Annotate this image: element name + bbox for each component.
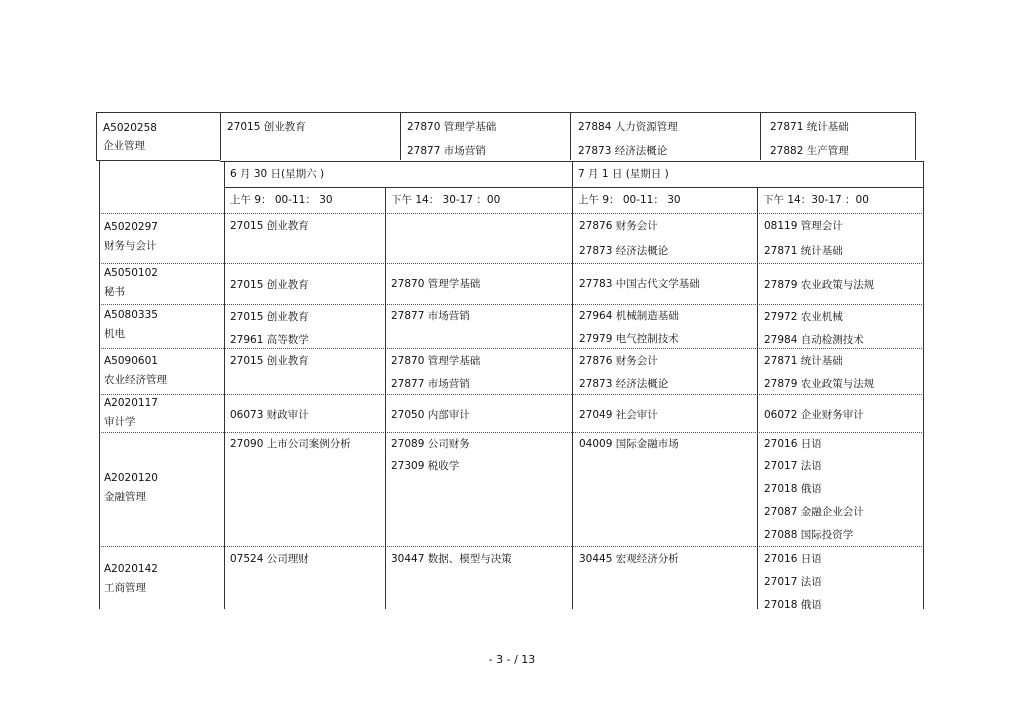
- course: 27015 创业教育: [227, 121, 306, 133]
- table-line: [99, 304, 924, 305]
- course: 04009 国际金融市场: [579, 438, 679, 450]
- table-right-border: [923, 161, 924, 609]
- course: 27087 金融企业会计: [764, 506, 864, 518]
- course: 27879 农业政策与法规: [764, 378, 875, 390]
- course: 30447 数据、模型与决策: [391, 553, 512, 565]
- table-line: [99, 394, 924, 395]
- top-left-border: [96, 112, 97, 160]
- course: 27016 日语: [764, 553, 822, 565]
- major-code: A5020258: [103, 122, 157, 134]
- table-column-line: [224, 161, 225, 609]
- course: 27876 财务会计: [579, 220, 658, 232]
- course: 27873 经济法概论: [578, 145, 668, 157]
- course: 27089 公司财务: [391, 438, 470, 450]
- major-code: A2020120: [104, 472, 158, 484]
- major-code: A2020142: [104, 563, 158, 575]
- major-name: 工商管理: [104, 582, 146, 594]
- course: 30445 宏观经济分析: [579, 553, 679, 565]
- course: 27972 农业机械: [764, 311, 843, 323]
- top-divider: [760, 112, 761, 160]
- time-header: 上午 9： 00-11： 30: [578, 194, 681, 206]
- time-header: 下午 14：30-17 ：00: [763, 194, 869, 206]
- major-name: 审计学: [104, 416, 136, 428]
- table-line: [99, 213, 924, 214]
- major-code: A5020297: [104, 221, 158, 233]
- major-code: A5050102: [104, 267, 158, 279]
- course: 06073 财政审计: [230, 409, 309, 421]
- table-column-line: [572, 161, 573, 609]
- major-name: 企业管理: [103, 140, 145, 152]
- top-border: [96, 112, 916, 113]
- course: 27015 创业教育: [230, 355, 309, 367]
- course: 27088 国际投资学: [764, 529, 854, 541]
- table-line: [99, 546, 924, 547]
- major-name: 农业经济管理: [104, 374, 167, 386]
- course: 27873 经济法概论: [579, 378, 669, 390]
- course: 06072 企业财务审计: [764, 409, 864, 421]
- course: 27015 创业教育: [230, 279, 309, 291]
- course: 27871 统计基础: [770, 121, 849, 133]
- course: 07524 公司理财: [230, 553, 309, 565]
- table-column-line: [385, 187, 386, 609]
- course: 27870 管理学基础: [391, 278, 481, 290]
- course: 27871 统计基础: [764, 355, 843, 367]
- top-divider: [570, 112, 571, 160]
- course: 27015 创业教育: [230, 311, 309, 323]
- course: 27870 管理学基础: [391, 355, 481, 367]
- table-line: [224, 187, 924, 188]
- top-divider: [400, 112, 401, 160]
- course: 27877 市场营销: [391, 378, 470, 390]
- time-header: 上午 9： 00-11： 30: [230, 194, 333, 206]
- table-left-border: [99, 161, 100, 609]
- course: 27018 俄语: [764, 599, 822, 611]
- major-code: A5080335: [104, 309, 158, 321]
- course: 27015 创业教育: [230, 220, 309, 232]
- course: 27961 高等数学: [230, 334, 309, 346]
- top-bottom-border: [96, 160, 220, 161]
- course: 27018 俄语: [764, 483, 822, 495]
- page-number: - 3 - / 13: [488, 653, 536, 666]
- course: 27964 机械制造基础: [579, 310, 679, 322]
- major-name: 财务与会计: [104, 240, 157, 252]
- course: 27016 日语: [764, 438, 822, 450]
- course: 27873 经济法概论: [579, 245, 669, 257]
- table-column-line: [757, 187, 758, 609]
- course: 08119 管理会计: [764, 220, 843, 232]
- course: 27877 市场营销: [407, 145, 486, 157]
- major-name: 机电: [104, 328, 125, 340]
- date-header-2: 7 月 1 日 (星期日 ): [578, 168, 669, 180]
- course: 27979 电气控制技术: [579, 333, 679, 345]
- course: 27884 人力资源管理: [578, 121, 678, 133]
- course: 27783 中国古代文学基础: [579, 278, 700, 290]
- major-code: A5090601: [104, 355, 158, 367]
- major-name: 秘书: [104, 286, 125, 298]
- top-right-border: [915, 112, 916, 160]
- major-name: 金融管理: [104, 491, 146, 503]
- course: 27049 社会审计: [579, 409, 658, 421]
- course: 27877 市场营销: [391, 310, 470, 322]
- course: 27309 税收学: [391, 460, 460, 472]
- course: 27984 自动检测技术: [764, 334, 864, 346]
- course: 27017 法语: [764, 576, 822, 588]
- time-header: 下午 14： 30-17 ：00: [391, 194, 501, 206]
- table-line: [99, 348, 924, 349]
- course: 27871 统计基础: [764, 245, 843, 257]
- table-line: [99, 263, 924, 264]
- major-code: A2020117: [104, 397, 158, 409]
- date-header-1: 6 月 30 日(星期六 ): [230, 168, 325, 180]
- course: 27879 农业政策与法规: [764, 279, 875, 291]
- course: 27882 生产管理: [770, 145, 849, 157]
- course: 27017 法语: [764, 460, 822, 472]
- course: 27050 内部审计: [391, 409, 470, 421]
- course: 27090 上市公司案例分析: [230, 438, 351, 450]
- course: 27870 管理学基础: [407, 121, 497, 133]
- table-line: [99, 432, 924, 433]
- top-divider: [220, 112, 221, 160]
- course: 27876 财务会计: [579, 355, 658, 367]
